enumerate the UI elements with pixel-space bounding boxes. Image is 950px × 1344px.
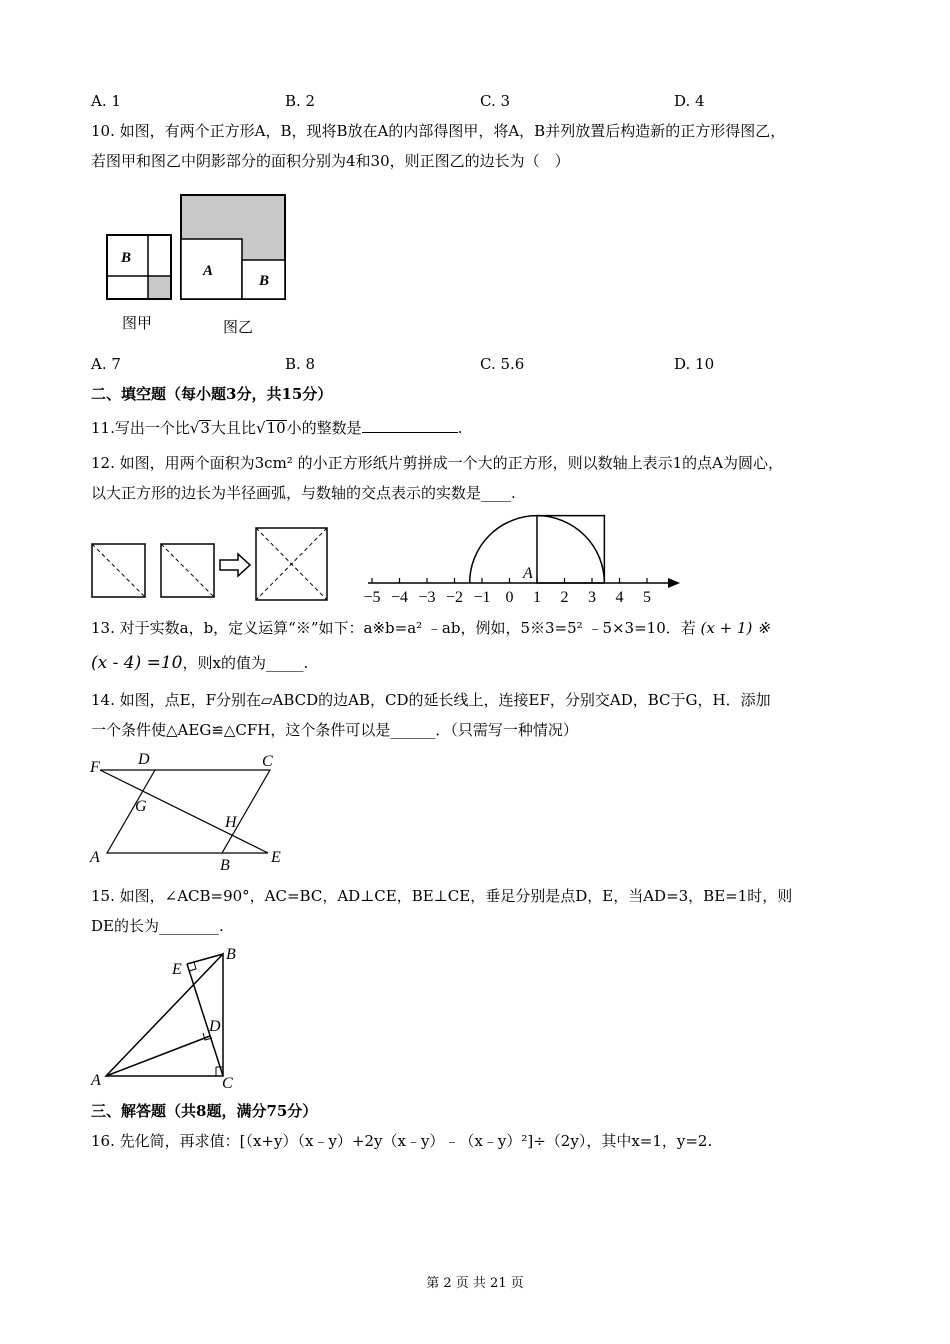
q9-option-c: C. 3 [480,92,511,110]
q11-answer-blank[interactable] [362,418,458,433]
jia-shaded-square [148,276,171,299]
q10-figure [100,190,300,340]
q14-text-line2: 一个条件使△AEG≌△CFH，这个条件可以是______．（只需写一种情况） [91,721,578,739]
axis-tick-label: −2 [445,589,464,606]
label-d: D [138,751,150,768]
q13-text-line2: (x - 4) =10，则x的值为_____. [91,653,309,673]
label-g: G [135,798,147,815]
axis-tick-label: −1 [473,589,491,606]
fig-label-jia: 图甲 [122,316,153,332]
label-h: H [225,814,237,831]
label-c: C [222,1075,233,1092]
axis-arrow-icon [668,578,680,588]
q15-text-line2: DE的长为________. [91,917,224,935]
q10-option-d: D. 10 [674,355,715,373]
q12-text-line1: 12. 如图，用两个面积为3cm² 的小正方形纸片剪拼成一个大的正方形，则以数轴上表示1的点A为圆心， [91,454,783,472]
label-a: A [90,849,100,866]
q10-option-c: C. 5.6 [480,355,525,373]
q10-text-line1: 10. 如图，有两个正方形A，B，现将B放在A的内部得图甲，将A，B并列放置后构造新的正方形得图乙， [91,122,786,140]
label-e: E [172,961,182,978]
yi-label-b: B [259,273,270,289]
label-b: B [226,946,236,963]
axis-tick-label: 4 [615,589,624,606]
axis-tick-label: 0 [505,589,514,606]
label-a: A [91,1072,101,1089]
q9-option-b: B. 2 [285,92,316,110]
axis-tick-label: −4 [390,589,409,606]
section2-title: 二、填空题（每小题3分，共15分） [91,385,333,403]
q13-text-line1: 13. 对于实数a，b，定义运算“※”如下：a※b=a² ﹣ab，例如，5※3=5² ﹣5×3=10．若 (x + 1) ※ [91,619,770,637]
q10-option-a: A. 7 [91,355,121,373]
label-c: C [262,753,273,770]
page-footer: 第 2 页 共 21 页 [426,1276,524,1291]
axis-tick-label: 3 [588,589,596,606]
point-a-label: A [523,565,533,582]
label-f: F [90,759,100,776]
q12-text-line2: 以大正方形的边长为半径画弧，与数轴的交点表示的实数是____. [91,484,516,502]
yi-label-a: A [203,263,214,279]
axis-tick-label: −3 [418,589,436,606]
q12-number-line [360,510,690,605]
axis-tick-label: −5 [363,589,381,606]
q15-text-line1: 15. 如图，∠ACB=90°，AC=BC，AD⊥CE，BE⊥CE，垂足分别是点D，E，当AD=3，BE=1时，则 [91,887,793,905]
q16-text: 16. 先化简，再求值：[（x+y）（x﹣y）+2y（x﹣y）﹣（x﹣y）²]÷（2y），其中x=1，y=2. [91,1132,713,1150]
q10-option-b: B. 8 [285,355,316,373]
q11-text: 11.写出一个比√3大且比√10小的整数是 . [91,419,463,437]
axis-tick-label: 1 [533,589,541,606]
section3-title: 三、解答题（共8题，满分75分） [91,1102,318,1120]
q15-triangle-figure [88,940,248,1090]
big-square [537,516,604,583]
label-b: B [220,857,230,874]
axis-tick-label: 2 [560,589,569,606]
jia-label-b: B [121,250,132,266]
label-e: E [271,849,281,866]
q9-option-a: A. 1 [91,92,121,110]
q14-text-line1: 14. 如图，点E，F分别在▱ABCD的边AB，CD的延长线上，连接EF，分别交AD，BC于G，H．添加 [91,691,771,709]
q14-parallelogram-figure [85,745,305,875]
q9-option-d: D. 4 [674,92,705,110]
label-d: D [209,1018,221,1035]
arrow-icon [220,554,250,576]
q12-squares-figure [90,520,335,610]
axis-tick-label: 5 [643,589,651,606]
fig-label-yi: 图乙 [223,320,254,336]
q10-text-line2: 若图甲和图乙中阴影部分的面积分别为4和30，则正图乙的边长为（ ） [91,152,570,170]
